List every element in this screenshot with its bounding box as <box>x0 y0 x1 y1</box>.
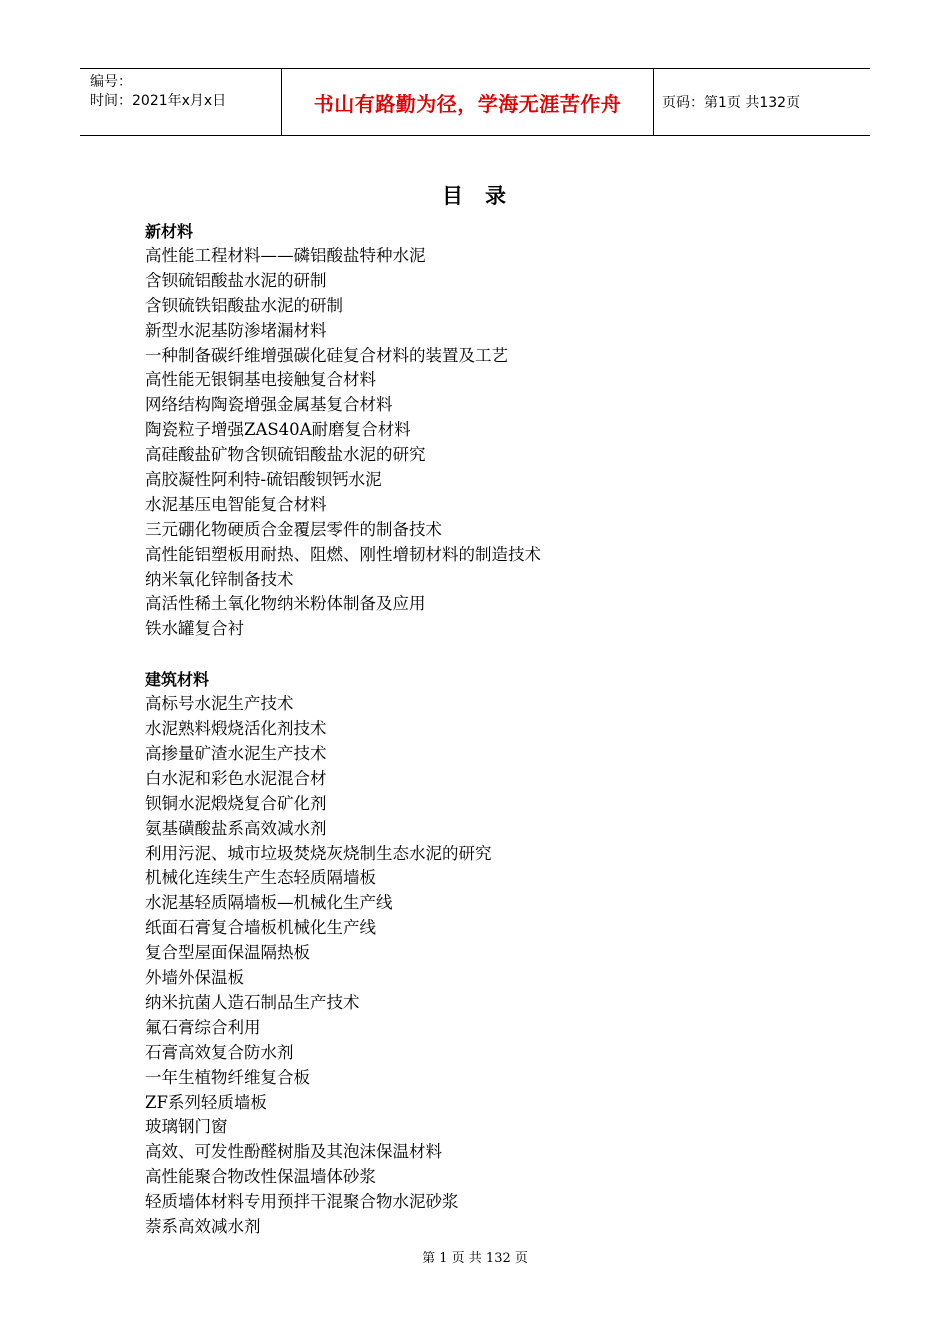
toc-entry[interactable]: 高效、可发性酚醛树脂及其泡沫保温材料 <box>145 1142 442 1162</box>
toc-entry[interactable]: 纳米氧化锌制备技术 <box>145 569 294 589</box>
toc-entry[interactable]: 高性能无银铜基电接触复合材料 <box>145 370 376 390</box>
toc-entry[interactable]: 网络结构陶瓷增强金属基复合材料 <box>145 395 393 415</box>
toc-entry[interactable]: 陶瓷粒子增强ZAS40A耐磨复合材料 <box>145 420 411 440</box>
toc-entry[interactable]: 一年生植物纤维复合板 <box>145 1067 310 1087</box>
toc-entry[interactable]: 高性能聚合物改性保温墙体砂浆 <box>145 1167 376 1187</box>
toc-entry[interactable]: 水泥熟料煅烧活化剂技术 <box>145 719 327 739</box>
page-footer: 第 1 页 共 132 页 <box>422 1251 528 1266</box>
toc-entry[interactable]: 纳米抗菌人造石制品生产技术 <box>145 992 360 1012</box>
header-motto-cell <box>282 69 654 135</box>
toc-entry[interactable]: 氨基磺酸盐系高效减水剂 <box>145 818 327 838</box>
toc-entry[interactable]: 白水泥和彩色水泥混合材 <box>145 768 327 788</box>
toc-entry[interactable]: 复合型屋面保温隔热板 <box>145 943 310 963</box>
section-heading: 建筑材料 <box>145 670 210 690</box>
toc-entry[interactable]: 高胶凝性阿利特-硫铝酸钡钙水泥 <box>145 470 382 490</box>
toc-entry[interactable]: 水泥基轻质隔墙板—机械化生产线 <box>145 893 393 913</box>
toc-entry[interactable]: 轻质墙体材料专用预拌干混聚合物水泥砂浆 <box>145 1192 459 1212</box>
toc-entry[interactable]: 氟石膏综合利用 <box>145 1017 261 1037</box>
toc-entry[interactable]: 含钡硫铁铝酸盐水泥的研制 <box>145 295 343 315</box>
toc-entry[interactable]: 钡铜水泥煅烧复合矿化剂 <box>145 793 327 813</box>
toc-entry[interactable]: 萘系高效减水剂 <box>145 1216 261 1236</box>
toc-entry[interactable]: 一种制备碳纤维增强碳化硅复合材料的装置及工艺 <box>145 345 508 365</box>
page-title: 目录 <box>442 184 528 208</box>
section-spacer <box>145 642 845 667</box>
toc-entry[interactable]: 玻璃钢门窗 <box>145 1117 228 1137</box>
toc-entry[interactable]: 铁水罐复合衬 <box>145 619 244 639</box>
toc-entry[interactable]: 新型水泥基防渗堵漏材料 <box>145 320 327 340</box>
header-meta <box>80 69 282 135</box>
page-header <box>80 68 870 136</box>
toc-entry[interactable]: 三元硼化物硬质合金覆层零件的制备技术 <box>145 519 442 539</box>
document-date: 时间：2021年x月x日 <box>90 93 227 109</box>
toc-entry[interactable]: 高活性稀土氧化物纳米粉体制备及应用 <box>145 594 426 614</box>
toc-entry[interactable]: 利用污泥、城市垃圾焚烧灰烧制生态水泥的研究 <box>145 843 492 863</box>
toc-entry[interactable]: 机械化连续生产生态轻质隔墙板 <box>145 868 376 888</box>
section-heading: 新材料 <box>145 222 194 241</box>
header-motto: 书山有路勤为径，学海无涯苦作舟 <box>313 91 622 116</box>
toc-entry[interactable]: 石膏高效复合防水剂 <box>145 1042 294 1062</box>
table-of-contents <box>145 219 845 1240</box>
toc-entry[interactable]: 含钡硫铝酸盐水泥的研制 <box>145 270 327 290</box>
header-page-info-cell <box>654 69 870 135</box>
toc-entry[interactable]: 纸面石膏复合墙板机械化生产线 <box>145 918 376 938</box>
toc-entry[interactable]: 高硅酸盐矿物含钡硫铝酸盐水泥的研究 <box>145 445 426 465</box>
toc-entry[interactable]: 水泥基压电智能复合材料 <box>145 494 327 514</box>
toc-entry[interactable]: 高掺量矿渣水泥生产技术 <box>145 744 327 764</box>
toc-entry[interactable]: 外墙外保温板 <box>145 968 244 988</box>
toc-entry[interactable]: 高标号水泥生产技术 <box>145 694 294 714</box>
toc-entry[interactable]: ZF系列轻质墙板 <box>145 1092 267 1112</box>
header-page-info: 页码：第1页 共132页 <box>662 95 801 111</box>
toc-entry[interactable]: 高性能铝塑板用耐热、阻燃、刚性增韧材料的制造技术 <box>145 544 541 564</box>
toc-entry[interactable]: 高性能工程材料——磷铝酸盐特种水泥 <box>145 246 426 265</box>
document-number-label: 编号： <box>90 74 132 90</box>
